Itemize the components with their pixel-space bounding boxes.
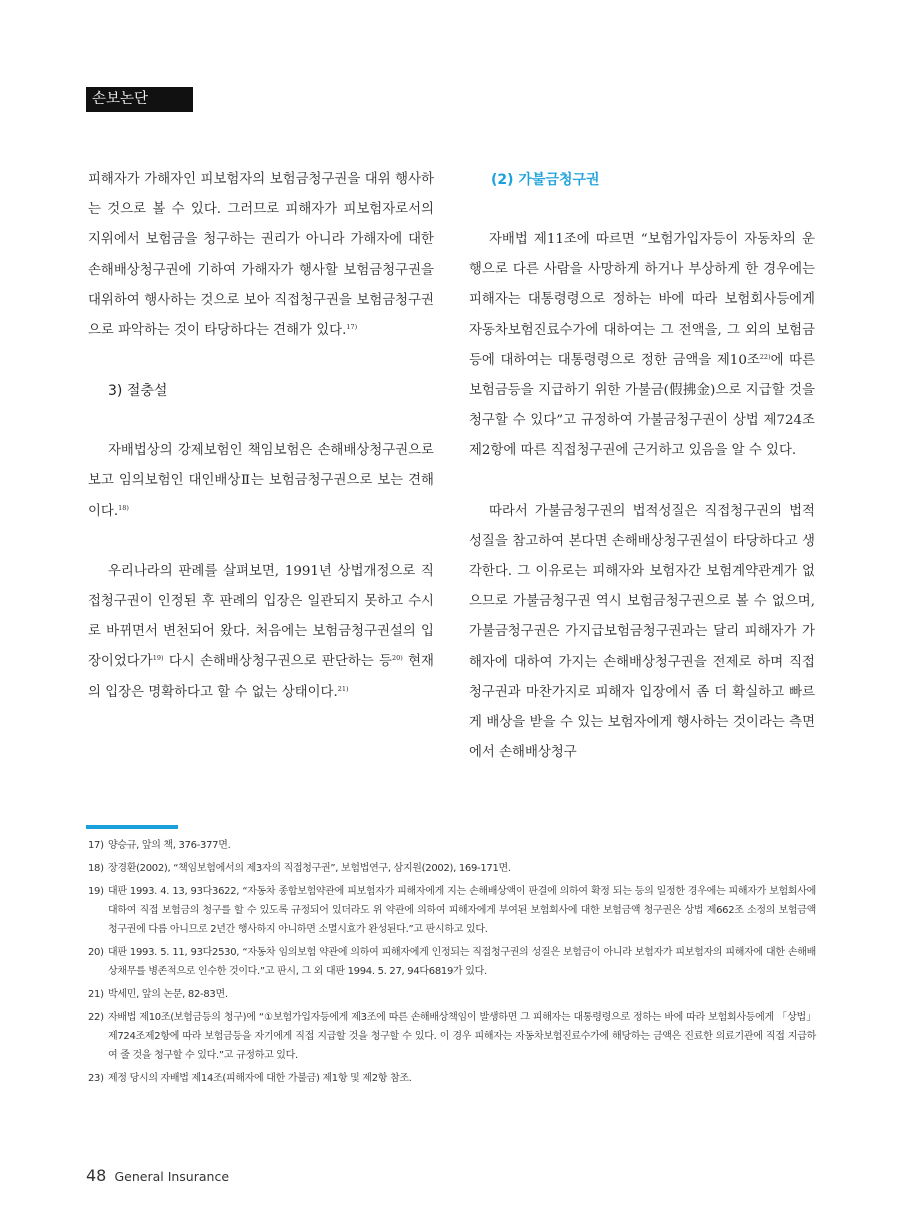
right-column xyxy=(469,165,815,768)
footnote-text: 양승규, 앞의 책, 376-377면. xyxy=(108,840,231,851)
body-paragraph: 자배법 제11조에 따르면 “보험가입자등이 자동차의 운행으로 다른 사람을 사망하게 하거나 부상하게 한 경우에는 피해자는 대통령령으로 정하는 바에 따라 보험회사등에게 자동차보험진료수가에 대하여는 그 전액을, 그 외의 보험금등에 대하여는 대통령령으로 정한 금액을 제10조$^{22)}$에 따른 보험금등을 지급하기 위한 가불금(假拂金)으로 지급할 것을 청구할 수 있다”고 규정하여 가불금청구권이 상법 제724조 제2항에 따른 직접청구권에 근거하고 있음을 알 수 있다. xyxy=(469,232,816,459)
section-tab: 손보논단 xyxy=(86,87,193,112)
section-heading: (2) 가불금청구권 xyxy=(491,172,600,188)
footnote-text: 대판 1993. 5. 11, 93다2530, “자동차 임의보험 약관에 의하여 피해자에게 인정되는 직접청구권의 성질은 보험금이 아니라 보험자가 피보험자의 피해자에 대한 손해배상채무를 병존적으로 인수한 것이다.”고 판시, 그 외 대판 1994. 5. 27, 94다6819가 있다. xyxy=(108,947,816,977)
footnote-ref[interactable]: 18) xyxy=(118,503,129,512)
body-paragraph: 피해자가 가해자인 피보험자의 보험금청구권을 대위 행사하는 것으로 볼 수 있다. 그러므로 피해자가 피보험자로서의 지위에서 보험금을 청구하는 권리가 아니라 가해자에 대한 손해배상청구권에 기하여 가해자가 행사할 보험금청구권을 대위하여 행사하는 것으로 보아 직접청구권을 보험금청구권으로 파악하는 것이 타당하다는 견해가 있다.$^{17)}$ xyxy=(88,172,434,339)
footnote-item xyxy=(88,985,816,1004)
footnote-item xyxy=(88,882,816,939)
footnote-item xyxy=(88,836,816,855)
footnote-text: 제정 당시의 자배법 제14조(피해자에 대한 가불금) 제1항 및 제2항 참조. xyxy=(108,1073,412,1084)
footnote-item xyxy=(88,1069,816,1088)
footnote-number: 19) xyxy=(88,886,104,897)
footnote-ref[interactable]: 21) xyxy=(337,684,349,693)
footnote-ref[interactable]: 19) xyxy=(152,654,164,663)
section-heading: 3) 절충설 xyxy=(108,383,168,400)
page-footer xyxy=(86,1166,229,1185)
footnote-number: 17) xyxy=(88,840,104,851)
footnote-number: 21) xyxy=(88,989,104,1000)
body-paragraph: 우리나라의 판례를 살펴보면, 1991년 상법개정으로 직접청구권이 인정된 후 판례의 입장은 일관되지 못하고 수시로 바뀌면서 변천되어 왔다. 처음에는 보험금청구권설의 입장이었다가$^{19)}$ 다시 손해배상청구권으로 판단하는 등$^{20)}$ 현재의 입장은 명확하다고 할 수 없는 상태이다.$^{21)}$ xyxy=(88,563,434,700)
footnote-text: 박세민, 앞의 논문, 82-83면. xyxy=(108,989,228,1000)
footnote-ref[interactable]: 22) xyxy=(759,352,771,361)
body-paragraph: 자배법상의 강제보험인 책임보험은 손해배상청구권으로 보고 임의보험인 대인배상Ⅱ는 보험금청구권으로 보는 견해이다.$^{18)}$ xyxy=(88,443,434,519)
footnote-number: 23) xyxy=(88,1073,104,1084)
footnote-item xyxy=(88,859,816,878)
body-paragraph: 따라서 가불금청구권의 법적성질은 직접청구권의 법적성질을 참고하여 본다면 손해배상청구권설이 타당하다고 생각한다. 그 이유로는 피해자와 보험자간 보험계약관계가 없으므로 가불금청구권 역시 보험금청구권으로 볼 수 없으며, 가불금청구권은 가지급보험금청구권과는 달리 피해자가 가해자에 대하여 가지는 손해배상청구권을 전제로 하며 직접청구권과 마찬가지로 피해자 입장에서 좀 더 확실하고 빠르게 배상을 받을 수 있는 보험자에게 행사하는 것이라는 측면에서 손해배상청구 xyxy=(469,503,815,761)
page-number: 48 xyxy=(86,1166,107,1185)
footnote-ref[interactable]: 17) xyxy=(346,323,358,332)
footnote-divider xyxy=(86,825,178,829)
left-column xyxy=(88,165,434,708)
footnote-number: 22) xyxy=(88,1012,104,1023)
footnote-number: 18) xyxy=(88,863,104,874)
footnote-ref[interactable]: 20) xyxy=(391,654,403,663)
footnote-number: 20) xyxy=(88,947,104,958)
footnotes xyxy=(88,836,816,1092)
footnote-item xyxy=(88,1008,816,1065)
footnote-text: 장경환(2002), “책임보험에서의 제3자의 직접청구권”, 보험법연구, 삼지원(2002), 169-171면. xyxy=(108,863,511,874)
footnote-text: 대판 1993. 4. 13, 93다3622, “자동차 종합보험약관에 피보험자가 피해자에게 지는 손해배상액이 판결에 의하여 확정 되는 등의 일정한 경우에는 피해자가 보험회사에 대하여 직접 보험금의 청구를 할 수 있도록 규정되어 있더라도 위 약관에 의하여 피해자에게 부여된 보험회사에 대한 보험금액 청구권은 상법 제662조 소정의 보험금액 청구권에 다름 아니므로 2년간 행사하지 아니하면 소멸시효가 완성된다.”고 판시하고 있다. xyxy=(108,886,816,935)
footnote-item xyxy=(88,943,816,981)
publication-title: General Insurance xyxy=(114,1169,230,1184)
footnote-text: 자배법 제10조(보험금등의 청구)에 “①보험가입자등에게 제3조에 따른 손해배상책임이 발생하면 그 피해자는 대통령령으로 정하는 바에 따라 보험회사등에게 「상법」 제724조제2항에 따라 보험금등을 자기에게 직접 지급할 것을 청구할 수 있다. 이 경우 피해자는 자동차보험진료수가에 해당하는 금액은 진료한 의료기관에 직접 지급하여 줄 것을 청구할 수 있다.”고 규정하고 있다. xyxy=(108,1012,816,1061)
